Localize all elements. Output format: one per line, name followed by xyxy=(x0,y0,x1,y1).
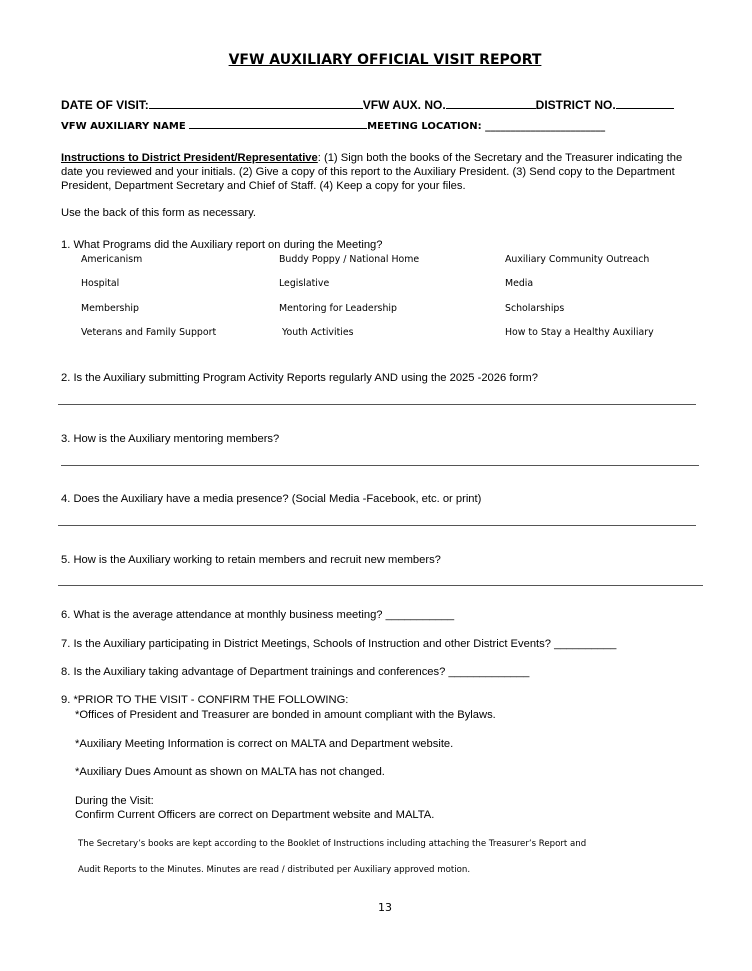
instructions xyxy=(61,151,707,193)
aux-no-field[interactable] xyxy=(446,96,536,109)
during-visit-officers: Confirm Current Officers are correct on Department website and MALTA. xyxy=(75,809,435,821)
question-2: 2. Is the Auxiliary submitting Program Activity Reports regularly AND using the 2025 -2026 form? xyxy=(61,372,538,384)
aux-name-field[interactable] xyxy=(189,118,367,129)
header-row-auxiliary xyxy=(61,118,605,132)
program-community-outreach: Auxiliary Community Outreach xyxy=(505,254,650,265)
answer-line-2[interactable] xyxy=(58,404,696,405)
district-no-field[interactable] xyxy=(616,96,674,109)
instructions-body: : (1) Sign both the books of the Secretary and the Treasurer indicating the date you reviewed and your initials. (2) Give a copy of this report to the Auxiliary President. (3) Send copy to the Department President, Department Secretary and Chief of Staff. (4) Keep a copy for your files. xyxy=(61,152,683,192)
question-3: 3. How is the Auxiliary mentoring members? xyxy=(61,433,280,445)
question-7: 7. Is the Auxiliary participating in District Meetings, Schools of Instruction and other District Events? __________ xyxy=(61,638,617,650)
program-youth: Youth Activities xyxy=(279,327,354,338)
program-americanism: Americanism xyxy=(81,254,143,265)
secretary-books-note: The Secretary’s books are kept according to the Booklet of Instructions including attaching the Treasurer’s Report and xyxy=(78,839,587,849)
page-title: VFW AUXILIARY OFFICIAL VISIT REPORT xyxy=(228,52,542,68)
question-9-heading: 9. *PRIOR TO THE VISIT - CONFIRM THE FOLLOWING: xyxy=(61,694,349,706)
question-6: 6. What is the average attendance at monthly business meeting? ___________ xyxy=(61,609,455,621)
use-back-note: Use the back of this form as necessary. xyxy=(61,207,257,219)
header-row-visit-info xyxy=(61,96,674,112)
question-5: 5. How is the Auxiliary working to retain members and recruit new members? xyxy=(61,554,441,566)
during-visit-label: During the Visit: xyxy=(75,795,154,807)
q9-item-bonded: *Offices of President and Treasurer are bonded in amount compliant with the Bylaws. xyxy=(75,709,496,721)
aux-name-label: VFW AUXILIARY NAME xyxy=(61,121,186,132)
instructions-lead: Instructions to District President/Representative xyxy=(61,152,318,164)
answer-line-5[interactable] xyxy=(58,585,703,586)
aux-no-label: VFW AUX. NO. xyxy=(362,98,446,112)
program-healthy-auxiliary: How to Stay a Healthy Auxiliary xyxy=(505,327,654,338)
question-4: 4. Does the Auxiliary have a media presence? (Social Media -Facebook, etc. or print) xyxy=(61,493,482,505)
program-scholarships: Scholarships xyxy=(505,303,565,314)
program-media: Media xyxy=(505,278,534,289)
answer-line-4[interactable] xyxy=(58,525,696,526)
audit-reports-note: Audit Reports to the Minutes. Minutes are read / distributed per Auxiliary approved motion. xyxy=(78,865,471,875)
program-hospital: Hospital xyxy=(81,278,120,289)
program-buddy-poppy: Buddy Poppy / National Home xyxy=(279,254,420,265)
question-8: 8. Is the Auxiliary taking advantage of Department trainings and conferences? _____________ xyxy=(61,666,530,678)
program-veterans-family: Veterans and Family Support xyxy=(81,327,217,338)
program-legislative: Legislative xyxy=(279,278,330,289)
answer-line-3[interactable] xyxy=(61,465,699,466)
q9-item-meeting-info: *Auxiliary Meeting Information is correct on MALTA and Department website. xyxy=(75,738,454,750)
district-no-label: DISTRICT NO. xyxy=(535,98,616,112)
q9-item-dues: *Auxiliary Dues Amount as shown on MALTA has not changed. xyxy=(75,766,385,778)
page-number: 13 xyxy=(378,901,392,914)
program-mentoring: Mentoring for Leadership xyxy=(279,303,397,314)
program-membership: Membership xyxy=(81,303,139,314)
date-of-visit-field[interactable] xyxy=(149,96,363,109)
meeting-location-label: MEETING LOCATION: ________________________ xyxy=(367,121,606,132)
date-of-visit-label: DATE OF VISIT: xyxy=(61,98,149,112)
question-1: 1. What Programs did the Auxiliary report on during the Meeting? xyxy=(61,239,383,251)
